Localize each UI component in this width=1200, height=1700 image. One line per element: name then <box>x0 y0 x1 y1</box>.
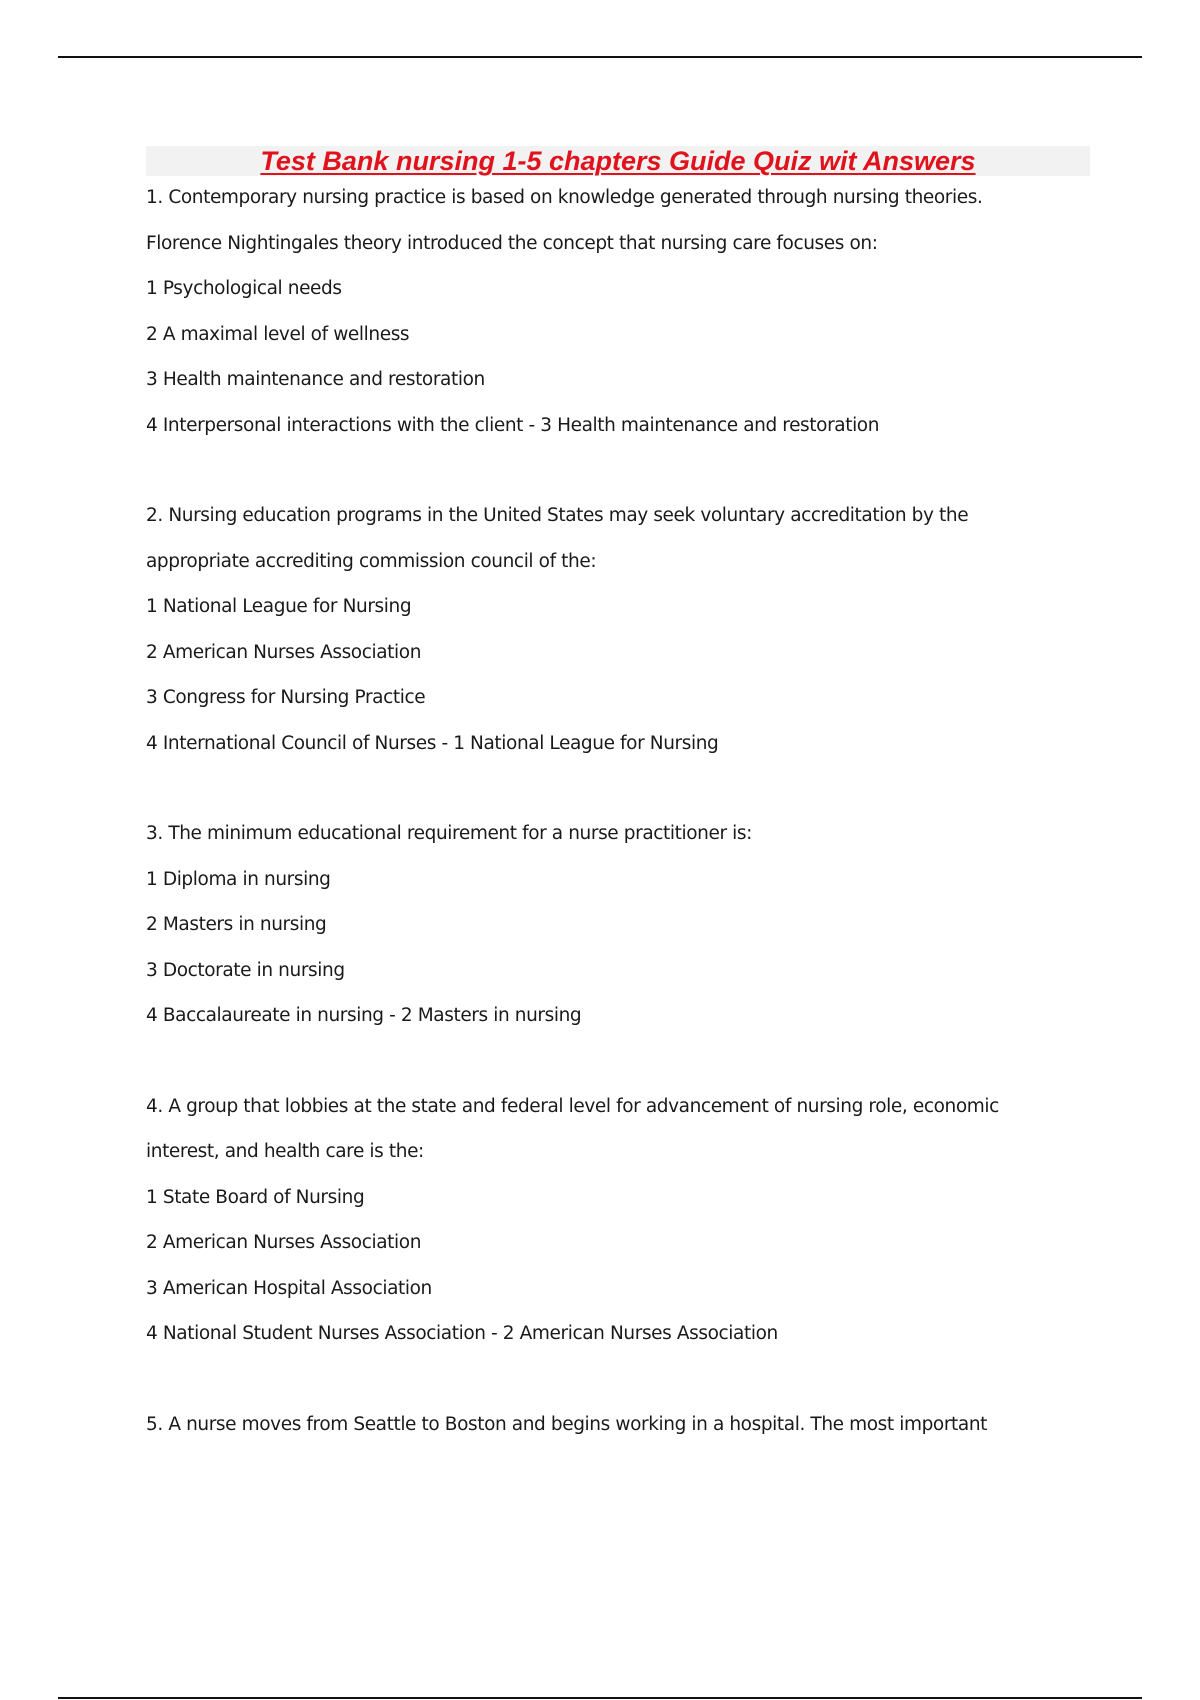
question-2 <box>146 493 1106 766</box>
answer-option: 2 American Nurses Association <box>146 641 422 663</box>
header-rule <box>58 56 1142 58</box>
answer-option: 2 Masters in nursing <box>146 914 327 935</box>
question-3 <box>146 811 1106 1039</box>
answer-option: 4 International Council of Nurses - 1 National League for Nursing <box>146 732 719 754</box>
answer-option: 4 National Student Nurses Association - 2 American Nurses Association <box>146 1323 778 1344</box>
document-title: Test Bank nursing 1-5 chapters Guide Quiz wit Answers <box>260 146 976 176</box>
answer-option: 4 Interpersonal interactions with the client - 3 Health maintenance and restoration <box>146 414 880 436</box>
footer-rule <box>58 1697 1142 1699</box>
document-body <box>146 175 1106 1492</box>
answer-option: 3 American Hospital Association <box>146 1277 432 1299</box>
answer-option: 3 Doctorate in nursing <box>146 959 345 981</box>
answer-option: 1 Psychological needs <box>146 278 342 299</box>
question-stem-line: appropriate accrediting commission council of the: <box>146 550 597 572</box>
answer-option: 4 Baccalaureate in nursing - 2 Masters in nursing <box>146 1005 582 1026</box>
question-stem-line: Florence Nightingales theory introduced the concept that nursing care focuses on: <box>146 232 878 254</box>
question-stem-line: 3. The minimum educational requirement for a nurse practitioner is: <box>146 823 752 844</box>
answer-option: 3 Health maintenance and restoration <box>146 369 485 390</box>
question-stem-line: interest, and health care is the: <box>146 1141 424 1162</box>
question-5 <box>146 1402 1106 1448</box>
question-stem-line: 1. Contemporary nursing practice is based on knowledge generated through nursing theories. <box>146 187 983 208</box>
question-stem-line: 4. A group that lobbies at the state and federal level for advancement of nursing role, economic <box>146 1095 999 1117</box>
answer-option: 2 American Nurses Association <box>146 1232 422 1253</box>
question-4 <box>146 1084 1106 1357</box>
question-stem-line: 2. Nursing education programs in the United States may seek voluntary accreditation by the <box>146 505 969 526</box>
answer-option: 2 A maximal level of wellness <box>146 323 410 345</box>
question-stem-line: 5. A nurse moves from Seattle to Boston and begins working in a hospital. The most important <box>146 1413 988 1435</box>
answer-option: 1 State Board of Nursing <box>146 1186 365 1208</box>
answer-option: 3 Congress for Nursing Practice <box>146 687 426 708</box>
question-1 <box>146 175 1106 448</box>
answer-option: 1 National League for Nursing <box>146 596 412 617</box>
answer-option: 1 Diploma in nursing <box>146 868 331 890</box>
